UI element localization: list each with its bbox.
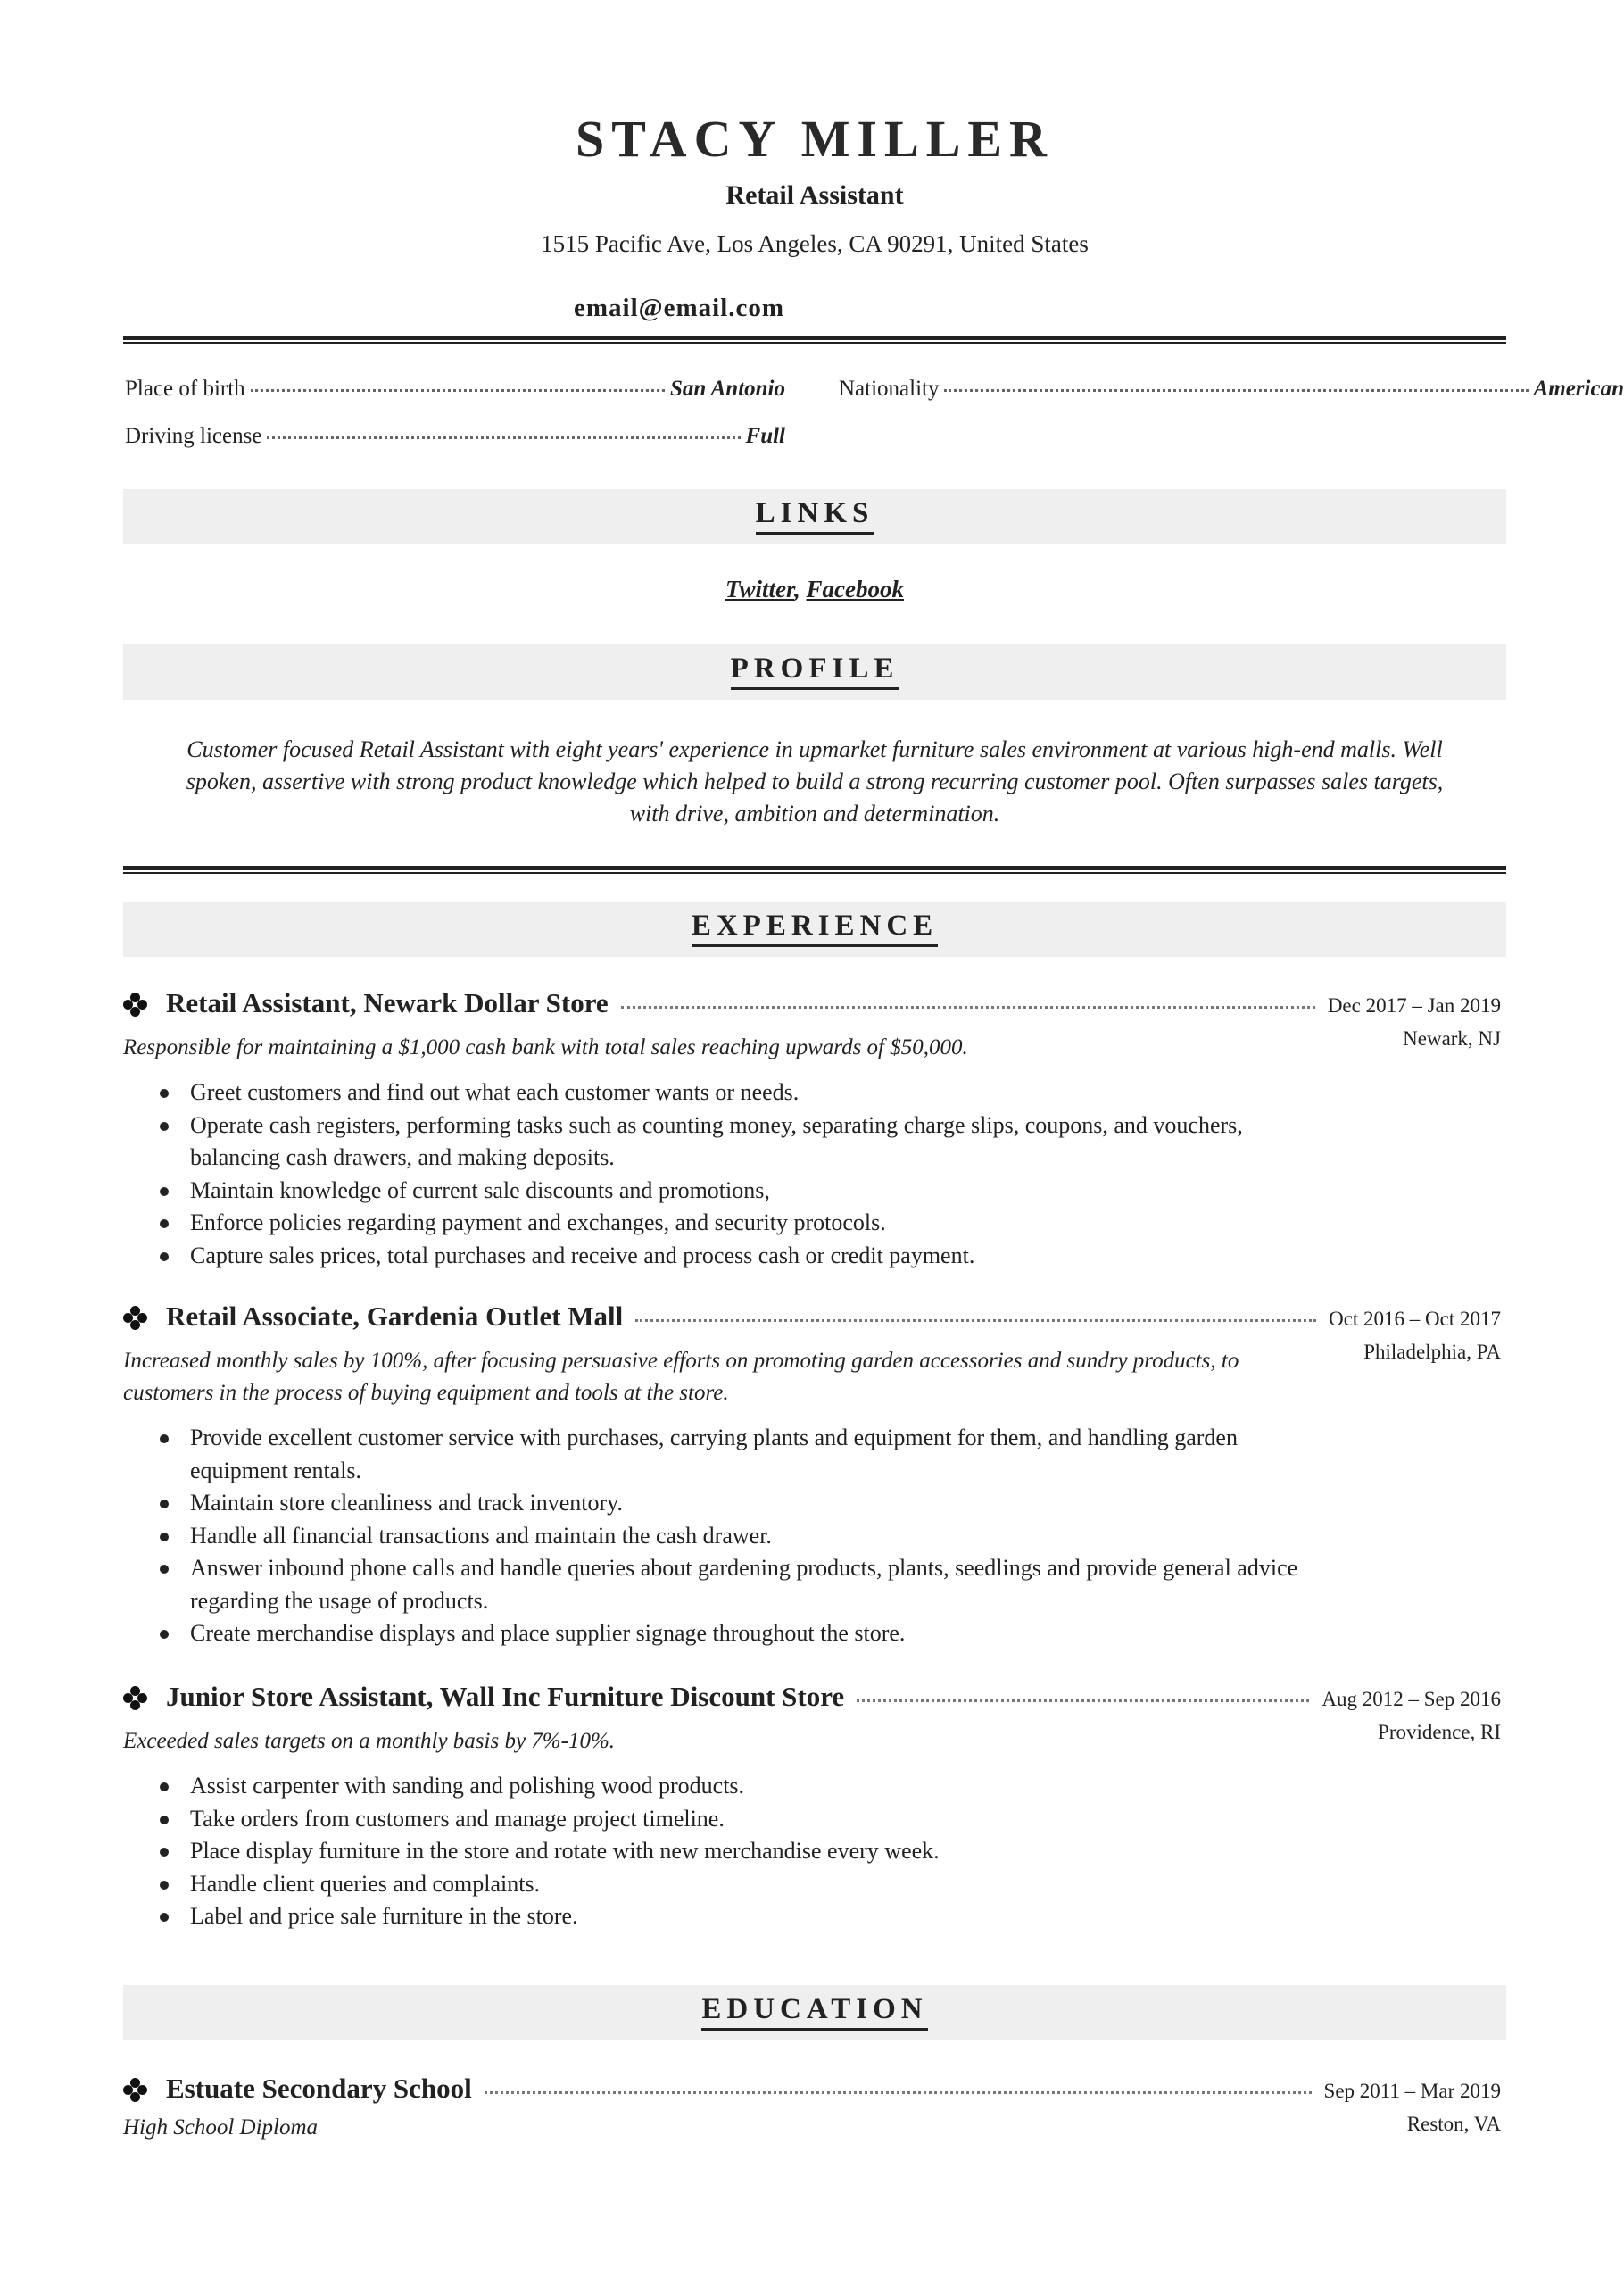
section-links-header [123,489,1506,544]
detail-label: Place of birth [125,377,245,401]
entry-location: Philadelphia, PA [1363,1341,1501,1363]
bullet-item: Enforce policies regarding payment and exchanges, and security protocols. [190,1207,1328,1240]
leader-dots [944,389,1528,392]
entry-location: Providence, RI [1378,1721,1501,1743]
entry-bullets [123,1076,1328,1272]
leader-dots [485,2091,1312,2094]
detail-value: San Antonio [669,377,785,401]
detail-place-of-birth [125,377,785,402]
entry-dates: Sep 2011 – Mar 2019 [1323,2080,1501,2102]
entry-dates: Dec 2017 – Jan 2019 [1327,994,1501,1017]
section-profile-header [123,644,1506,700]
experience-entry [123,1300,1506,1650]
detail-nationality [839,377,1624,402]
bullet-item: Operate cash registers, performing tasks such as counting money, separating charge slips, coupons, and vouchers, balancing cash drawers, and making deposits. [190,1109,1328,1175]
entry-title: Estuate Secondary School [166,2073,472,2104]
section-experience-header [123,902,1506,957]
bullet-item: Greet customers and find out what each customer wants or needs. [190,1076,1328,1109]
bullet-item: Maintain store cleanliness and track inventory. [190,1487,1328,1520]
education-entry [123,2073,1506,2144]
bullet-item: Maintain knowledge of current sale discounts and promotions, [190,1175,1328,1208]
bullet-item: Label and price sale furniture in the store. [190,1900,1328,1933]
entry-title: Retail Assistant, Newark Dollar Store [166,987,609,1018]
detail-driving-license [125,424,785,449]
diamond-bullet-icon [123,993,148,1018]
entry-location: Newark, NJ [1403,1027,1501,1050]
leader-dots [857,1699,1309,1702]
entry-dates: Aug 2012 – Sep 2016 [1322,1688,1501,1710]
twitter-link[interactable]: Twitter [725,576,795,602]
bullet-item: Answer inbound phone calls and handle queries about gardening products, plants, seedlings and provide general advice regarding the usage of products. [190,1552,1328,1617]
entry-dates: Oct 2016 – Oct 2017 [1329,1308,1501,1330]
bullet-item: Take orders from customers and manage project timeline. [190,1803,1328,1836]
detail-value: Full [745,424,785,448]
entry-bullets [123,1770,1328,1933]
entry-location: Reston, VA [1406,2113,1501,2135]
bullet-item: Assist carpenter with sanding and polishing wood products. [190,1770,1328,1803]
entry-description: High School Diploma [123,2115,319,2140]
divider [123,336,1506,344]
links-list [123,576,1506,603]
divider [123,866,1506,874]
leader-dots [267,436,740,439]
experience-entry [123,1681,1506,1933]
leader-dots [621,1006,1315,1009]
facebook-link[interactable]: Facebook [806,576,904,602]
leader-dots [251,389,665,392]
entry-title: Retail Associate, Gardenia Outlet Mall [166,1300,624,1332]
diamond-bullet-icon [123,1306,148,1331]
bullet-item: Place display furniture in the store and rotate with new merchandise every week. [190,1835,1328,1868]
section-title: PROFILE [731,652,899,690]
job-title: Retail Assistant [725,180,904,210]
section-title: LINKS [756,496,874,535]
section-title: EXPERIENCE [692,909,938,947]
bullet-item: Handle client queries and complaints. [190,1868,1328,1901]
separator: , [794,576,807,602]
email[interactable]: email@email.com [574,294,785,322]
leader-dots [635,1319,1316,1322]
detail-value: American [1533,377,1624,401]
entry-title: Junior Store Assistant, Wall Inc Furniture Discount Store [166,1681,845,1712]
entry-description: Exceeded sales targets on a monthly basis by 7%-10%. [123,1729,616,1753]
bullet-item: Provide excellent customer service with purchases, carrying plants and equipment for them, and handling garden equipment rentals. [190,1422,1328,1487]
bullet-item: Handle all financial transactions and maintain the cash drawer. [190,1520,1328,1553]
bullet-item: Capture sales prices, total purchases and receive and process cash or credit payment. [190,1240,1328,1273]
section-education-header [123,1985,1506,2040]
bullet-item: Create merchandise displays and place supplier signage throughout the store. [190,1617,1328,1650]
entry-bullets [123,1422,1328,1650]
candidate-name: STACY MILLER [576,110,1054,168]
entry-description: Responsible for maintaining a $1,000 cash bank with total sales reaching upwards of $50,000. [123,1035,968,1059]
entry-description: Increased monthly sales by 100%, after focusing persuasive efforts on promoting garden accessories and sundry products, to customers in the process of buying equipment and tools at the store. [123,1349,1239,1405]
profile-text: Customer focused Retail Assistant with eight years' experience in upmarket furniture sales environment at various high-end malls. Well spoken, assertive with strong product knowledge which helped to build a strong recurring customer pool. Often surpasses sales targets, with drive, ambition and determination. [186,736,1444,827]
address: 1515 Pacific Ave, Los Angeles, CA 90291, United States [541,230,1089,257]
detail-label: Driving license [125,424,262,448]
detail-label: Nationality [839,377,940,401]
experience-entry [123,987,1506,1272]
diamond-bullet-icon [123,2078,148,2103]
section-title: EDUCATION [701,1992,927,2031]
diamond-bullet-icon [123,1686,148,1711]
